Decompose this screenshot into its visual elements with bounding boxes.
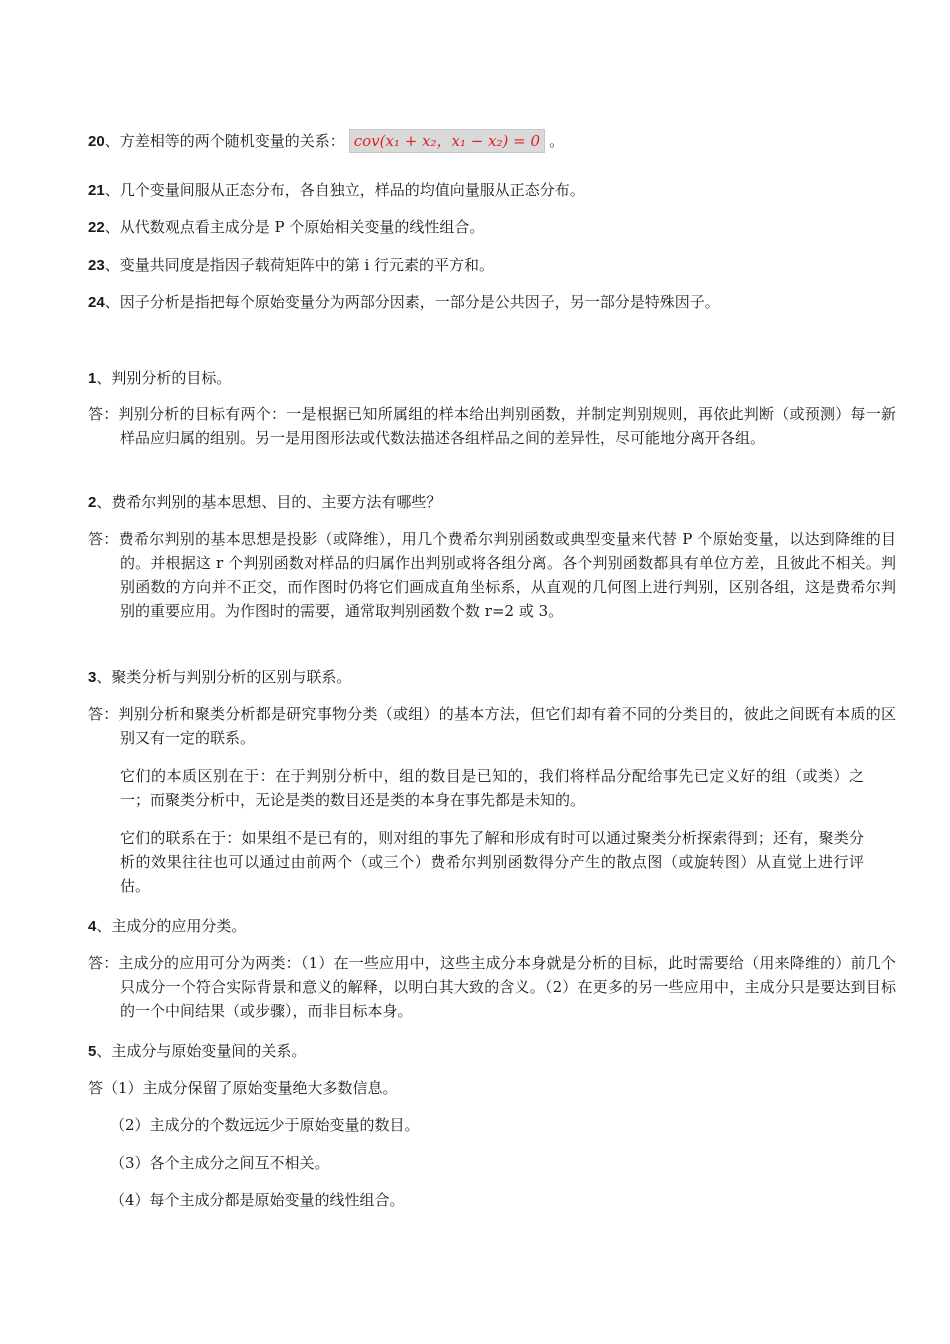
question-5-answer-3: （3）各个主成分之间互不相关。 [110, 1154, 330, 1172]
item-number: 24 [88, 294, 105, 311]
item-text: 、因子分析是指把每个原始变量分为两部分因素，一部分是公共因子，另一部分是特殊因子。 [104, 293, 720, 311]
question-4-answer: 答：主成分的应用可分为两类：（1）在一些应用中，这些主成分本身就是分析的目标，此时需要给（用来降维的）前几个只成分一个符合实际背景和意义的解释，以明白其大致的含义。（2）在更多的另一些应用中，主成分只是要达到目标的一个中间结果（或步骤），而非目标本身。 [88, 954, 896, 1020]
question-3-paragraph-2: 它们的本质区别在于：在于判别分析中，组的数目是已知的，我们将样品分配给事先已定义好的组（或类）之一；而聚类分析中，无论是类的数目还是类的本身在事先都是未知的。 [120, 767, 864, 809]
question-5-title [88, 1039, 306, 1064]
question-3-title [88, 665, 351, 690]
item-text: 、几个变量间服从正态分布，各自独立，样品的均值向量服从正态分布。 [104, 181, 585, 199]
question-text: 、主成分与原始变量间的关系。 [96, 1042, 307, 1060]
question-2-answer: 答：费希尔判别的基本思想是投影（或降维），用几个费希尔判别函数或典型变量来代替 P 个原始变量，以达到降维的目的。并根据这 r 个判别函数对样品的归属作出判别或将各组分离。各个判别函数都具有单位方差，且彼此不相关。判别函数的方向并不正交，而作图时仍将它们画成直角坐标系，从直观的几何图上进行判别，区别各组，这是费希尔判别的重要应用。为作图时的需要，通常取判别函数个数 r=2 或 3。 [88, 530, 896, 620]
question-number: 1 [88, 370, 97, 387]
question-2-title [88, 490, 441, 515]
item-text: 、方差相等的两个随机变量的关系： [104, 132, 345, 150]
item-number: 20 [88, 133, 105, 150]
item-number: 22 [88, 219, 105, 236]
question-text: 、费希尔判别的基本思想、目的、主要方法有哪些？ [96, 493, 442, 511]
question-3-answer: 答：判别分析和聚类分析都是研究事物分类（或组）的基本方法，但它们却有着不同的分类目的，彼此之间既有本质的区别又有一定的联系。 [88, 705, 896, 747]
item-suffix: 。 [549, 132, 565, 150]
question-number: 5 [88, 1043, 97, 1060]
item-text: 、从代数观点看主成分是 P 个原始相关变量的线性组合。 [104, 218, 485, 236]
question-text: 、主成分的应用分类。 [96, 917, 247, 935]
question-1-title [88, 366, 231, 391]
item-20 [88, 129, 564, 154]
item-21 [88, 178, 585, 203]
item-number: 21 [88, 182, 105, 199]
question-text: 、判别分析的目标。 [96, 369, 232, 387]
question-4-title [88, 914, 246, 939]
item-22 [88, 215, 484, 240]
question-number: 2 [88, 494, 97, 511]
question-5-answer-1: 答（1）主成分保留了原始变量绝大多数信息。 [88, 1079, 398, 1097]
question-number: 4 [88, 918, 97, 935]
item-text: 、变量共同度是指因子载荷矩阵中的第 i 行元素的平方和。 [104, 256, 495, 274]
question-number: 3 [88, 669, 97, 686]
question-5-answer-2: （2）主成分的个数远远少于原始变量的数目。 [110, 1116, 420, 1134]
item-number: 23 [88, 257, 105, 274]
question-5-answer-4: （4）每个主成分都是原始变量的线性组合。 [110, 1191, 405, 1209]
item-23 [88, 253, 494, 278]
question-1-answer: 答：判别分析的目标有两个：一是根据已知所属组的样本给出判别函数，并制定判别规则，再依此判断（或预测）每一新样品应归属的组别。另一是用图形法或代数法描述各组样品之间的差异性，尽可能地分离开各组。 [88, 405, 896, 447]
item-24 [88, 290, 720, 315]
covariance-formula: cov(x₁ + x₂，x₁ − x₂) = 0 [349, 129, 545, 153]
question-text: 、聚类分析与判别分析的区别与联系。 [96, 668, 352, 686]
question-3-paragraph-3: 它们的联系在于：如果组不是已有的，则对组的事先了解和形成有时可以通过聚类分析探索得到；还有，聚类分析的效果往往也可以通过由前两个（或三个）费希尔判别函数得分产生的散点图（或旋转图）从直觉上进行评估。 [120, 829, 864, 895]
